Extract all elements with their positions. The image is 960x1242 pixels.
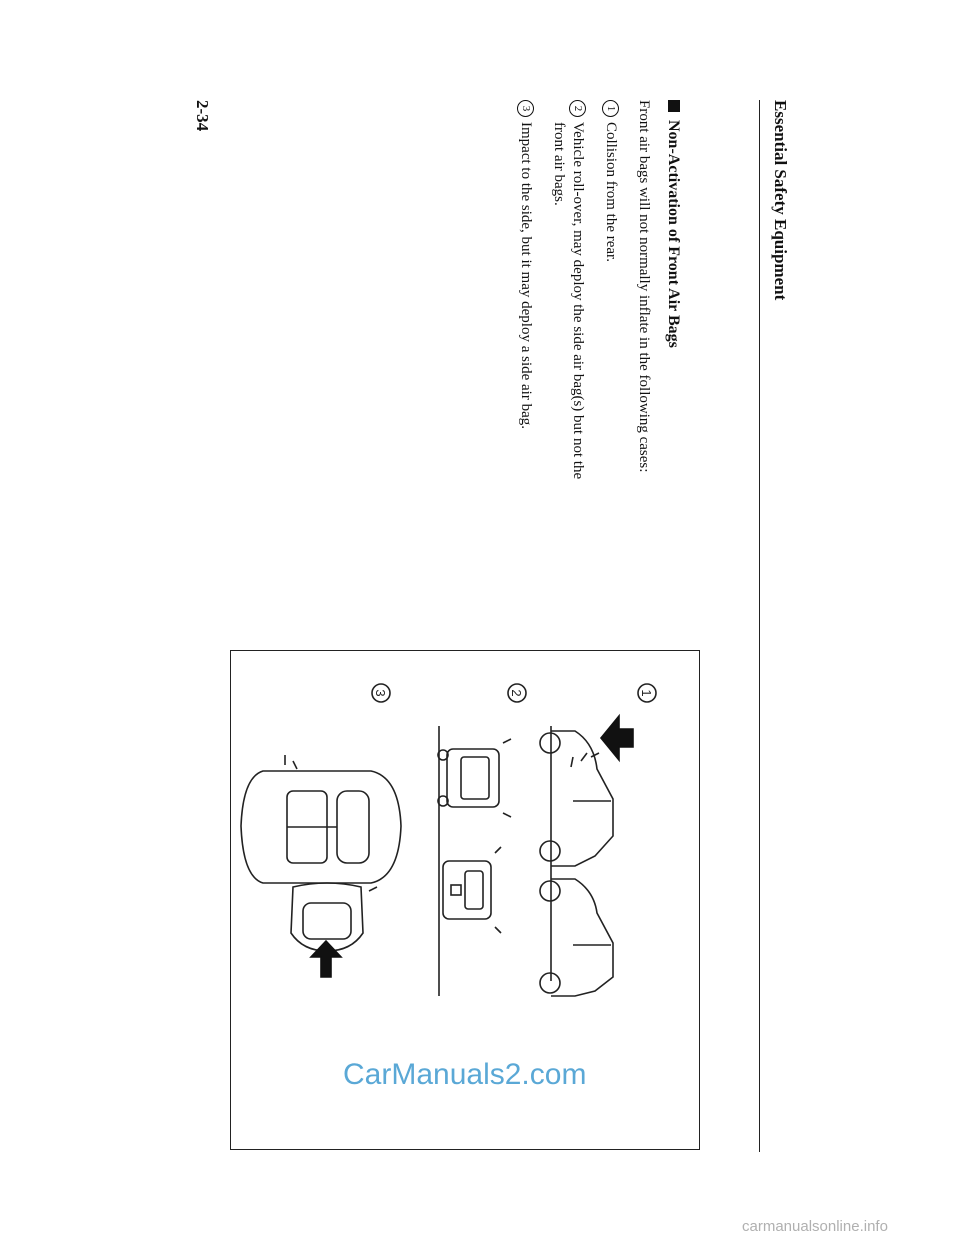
- case-item-3: [516, 100, 535, 429]
- circled-number: 1: [602, 100, 619, 117]
- car-side-struck-top-view: [241, 771, 401, 883]
- section-heading: [664, 100, 682, 348]
- impact-arrow-left-icon: [311, 941, 341, 977]
- label-2: 2: [509, 689, 524, 697]
- motion-lines: [495, 739, 511, 933]
- case-text: Vehicle roll-over, may deploy the side air bag(s) but not the: [570, 122, 586, 480]
- rotated-page: [193, 100, 790, 980]
- impact-arrow-down-icon: [601, 716, 633, 760]
- watermark-logo: CarManuals2.com: [343, 1058, 587, 1091]
- car-side-hitting-top-view: [291, 883, 363, 951]
- page-number: 2-34: [193, 100, 212, 132]
- circled-number: 3: [517, 100, 534, 117]
- header-rule: [759, 100, 760, 1152]
- case-text: Impact to the side, but it may deploy a side air bag.: [518, 122, 534, 430]
- square-bullet-icon: [668, 100, 680, 112]
- section-title: Essential Safety Equipment: [771, 100, 790, 301]
- circled-number: 2: [569, 100, 586, 117]
- impact-lines: [285, 755, 377, 891]
- case-text: Collision from the rear.: [603, 122, 619, 262]
- label-1: 1: [639, 689, 654, 697]
- label-3: 3: [373, 689, 388, 697]
- car-rollover-inverted: [438, 749, 499, 807]
- footer-link[interactable]: carmanualsonline.info: [742, 1218, 888, 1235]
- case-text-continued: front air bags.: [551, 122, 567, 206]
- case-item-1: [601, 100, 620, 262]
- case-item-2: [549, 100, 587, 600]
- heading-text: Non-Activation of Front Air Bags: [665, 120, 682, 348]
- car-rollover-upright: [443, 861, 491, 919]
- intro-text: Front air bags will not normally inflate in the following cases:: [636, 100, 652, 473]
